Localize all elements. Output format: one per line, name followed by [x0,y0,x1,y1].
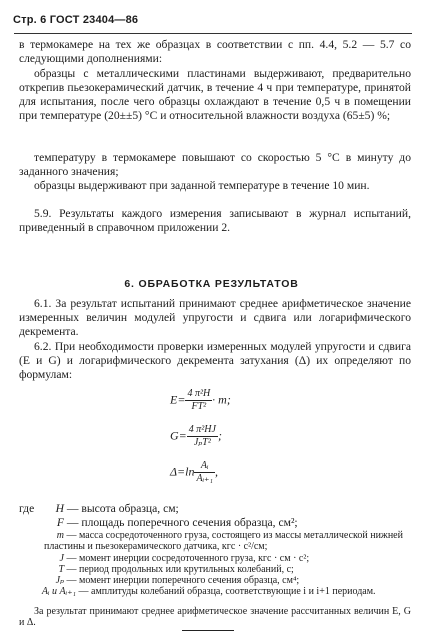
legend-text: — высота образца, см; [66,502,179,515]
formula-e-lhs: E= [170,392,186,407]
legend-text: — момент инерции сосредоточенного груза, кгс · см · с²; [66,553,310,564]
intro-paragraph-3: температуру в термокамере повышают со скоростью 5 °С в минуту до заданного значения; [19,151,411,178]
formula-delta-tail: , [214,464,218,479]
formula-e-numerator: 4 π²H [187,388,211,399]
formula-g-fraction [187,424,218,449]
legend-text: — масса сосредоточенного груза, состоящего из массы металлической нижней пластины и пьезокерамического датчика, кгс · с²/см; [44,530,403,552]
header-rule [14,33,412,34]
formula-g-numerator: 4 π²HJ [188,424,216,435]
legend-item [44,575,412,586]
legend-text: — амплитуды колебаний образца, соответствующие i и i+1 периодам. [78,586,376,597]
formula-delta-lhs: Δ=ln [170,464,195,479]
legend-symbol: J [59,553,64,564]
legend-item [44,553,412,564]
formula-e-fraction [185,388,212,413]
closing-paragraph: За результат принимают среднее арифметическое значение рассчитанных величин E, G и Δ. [19,606,411,628]
legend-symbol: H [55,502,64,515]
legend-text: — площадь поперечного сечения образца, см²; [66,516,298,529]
intro-paragraph-4: образцы выдерживают при заданной температуре в течение 10 мин. [34,179,370,192]
formula-g-tail: ; [217,428,222,443]
clause-6-2: 6.2. При необходимости проверки измеренных модулей упругости и сдвига (E и G) и логарифмического декремента затухания (Δ) их определяют по формулам: [19,340,411,381]
page-header: Стр. 6 ГОСТ 23404—86 [13,14,139,26]
legend-item [30,586,412,597]
legend-text: — период продольных или крутильных колебаний, с; [66,564,294,575]
legend-symbol: Jₚ [55,575,64,586]
formula-g-lhs: G= [170,428,187,443]
formula-g [170,424,222,449]
formula-e-denominator: FT² [191,401,207,412]
clause-6-1: 6.1. За результат испытаний принимают среднее арифметическое значение измеренных величин модулей упругости и сдвига или логарифмического декремента. [19,297,411,338]
formula-delta-fraction [194,460,214,485]
footer-rule [182,630,234,631]
legend-lead: где [19,502,35,515]
legend-symbol: T [58,564,64,575]
intro-paragraph-2: образцы с металлическими пластинами выдерживают, предварительно открепив пьезокерамический датчик, в течение 4 ч при температуре, принятой для испытания, после чего образцы охлаждают в течение 0,5 ч в помещении при температуре (20±±5) °С и относительной влажности воздуха (65±5) %; [19,67,411,122]
legend-item [44,516,412,530]
formula-delta-denominator: Aᵢ₊₁ [196,473,213,484]
intro-paragraph-1: в термокамере на тех же образцах в соответствии с пп. 4.4, 5.2 — 5.7 со следующими дополнениями: [19,38,411,65]
legend-item [44,564,412,575]
formula-e [170,388,231,413]
formula-g-denominator: JₚT² [193,437,211,448]
clause-5-9: 5.9. Результаты каждого измерения записывают в журнал испытаний, приведенный в справочном приложении 2. [19,207,411,234]
legend-symbol: F [56,516,64,529]
legend-text: — момент инерции поперечного сечения образца, см⁴; [66,575,300,586]
legend-symbol: m [56,530,64,541]
formula-delta-numerator: Aᵢ [194,460,214,473]
legend-item [44,502,412,516]
section-title: 6. ОБРАБОТКА РЕЗУЛЬТАТОВ [124,278,299,290]
legend-symbol: Aᵢ и Aᵢ₊₁ [41,586,76,597]
formula-e-tail: · m; [212,392,231,407]
formula-delta [170,460,218,485]
legend-item [44,530,412,552]
